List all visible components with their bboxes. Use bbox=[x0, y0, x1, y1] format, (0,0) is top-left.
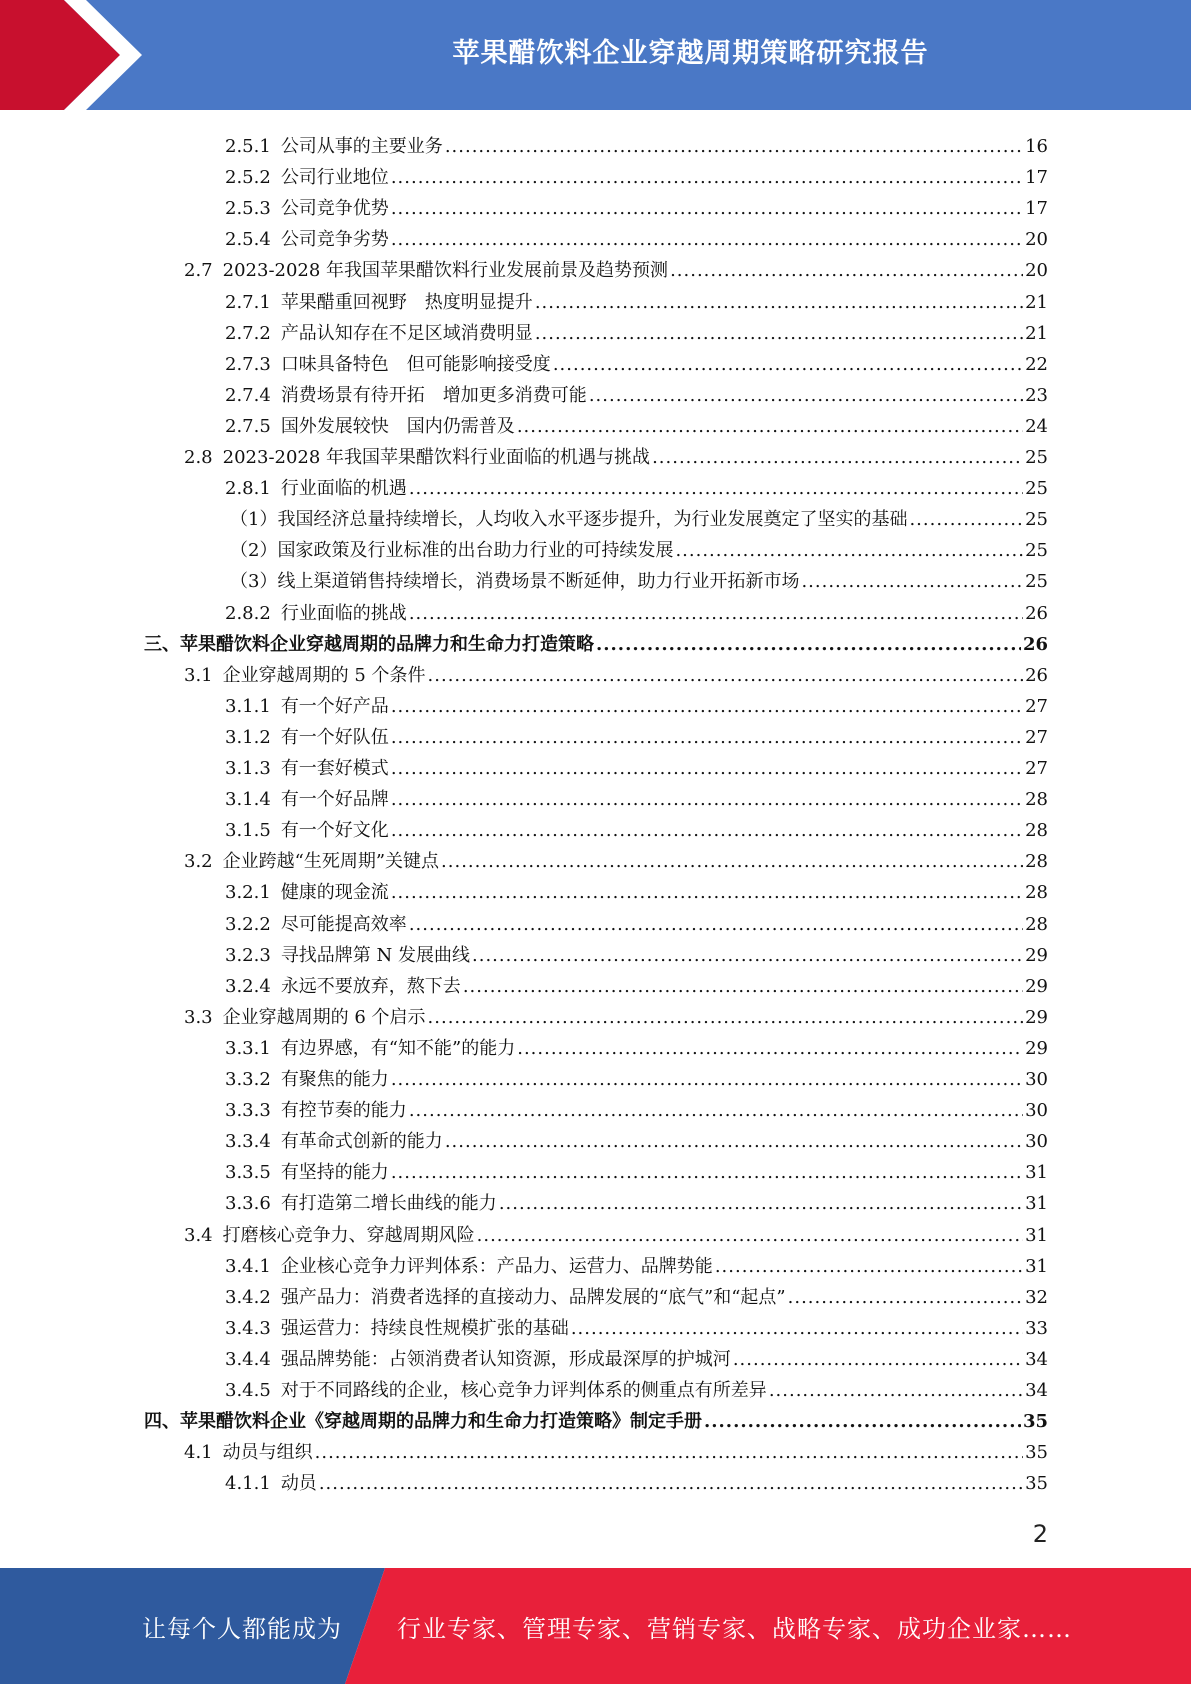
toc-entry[interactable] bbox=[225, 1185, 1048, 1216]
toc-entry[interactable] bbox=[225, 1061, 1048, 1092]
toc-entry-title: 三、苹果醋饮料企业穿越周期的品牌力和生命力打造策略 bbox=[144, 633, 594, 655]
toc-entry-number: 3.3.2 bbox=[225, 1069, 271, 1090]
toc-entry-title: 公司竞争劣势 bbox=[280, 229, 389, 251]
toc-entry-number: 3.1.2 bbox=[225, 726, 271, 748]
toc-entry-title: 打磨核心竞争力、穿越周期风险 bbox=[222, 1224, 475, 1246]
toc-entry-title: 永远不要放弃，熬下去 bbox=[280, 975, 461, 997]
toc-entry-number: 2.5.4 bbox=[225, 229, 271, 251]
toc-entry-number: 2.7.2 bbox=[225, 322, 271, 344]
toc-entry-title: 有聚焦的能力 bbox=[280, 1069, 389, 1090]
toc-entry-number: 3.3.1 bbox=[225, 1037, 271, 1059]
toc-entry-number: 3.1.5 bbox=[225, 820, 271, 842]
toc-leader-dots bbox=[517, 415, 1023, 439]
toc-entry-title: 强品牌势能：占领消费者认知资源，形成最深厚的护城河 bbox=[280, 1348, 731, 1370]
toc-entry-title: 动员与组织 bbox=[222, 1442, 313, 1464]
toc-entry-number: 3.1.1 bbox=[225, 695, 271, 717]
toc-entry-number: 3.1 bbox=[184, 664, 213, 686]
toc-leader-dots bbox=[477, 1224, 1023, 1248]
toc-leader-dots bbox=[715, 1255, 1023, 1279]
toc-entry-page: 28 bbox=[1025, 851, 1048, 873]
toc-entry[interactable] bbox=[230, 532, 1048, 563]
toc-entry-title: 有边界感，有“知不能”的能力 bbox=[280, 1037, 516, 1059]
toc-entry-number: 3.1.3 bbox=[225, 758, 271, 779]
toc-entry-page: 31 bbox=[1025, 1193, 1048, 1215]
toc-entry-page: 28 bbox=[1025, 789, 1048, 811]
toc-leader-dots bbox=[596, 633, 1021, 657]
toc-entry[interactable] bbox=[225, 1372, 1048, 1403]
toc-entry-page: 29 bbox=[1025, 1006, 1048, 1028]
toc-entry-number: 3.4.5 bbox=[225, 1380, 271, 1401]
toc-entry[interactable] bbox=[184, 1434, 1048, 1465]
toc-entry-title: （3）线上渠道销售持续增长，消费场景不断延伸，助力行业开拓新市场 bbox=[230, 571, 800, 593]
toc-entry-number: 2.8.2 bbox=[225, 602, 271, 624]
toc-entry-page: 25 bbox=[1025, 571, 1048, 593]
toc-entry-number: 3.4.3 bbox=[225, 1317, 271, 1339]
toc-entry-title: 对于不同路线的企业，核心竞争力评判体系的侧重点有所差异 bbox=[280, 1380, 767, 1401]
toc-entry-number: 3.3.3 bbox=[225, 1100, 271, 1122]
toc-entry[interactable] bbox=[225, 315, 1048, 346]
toc-entry-page: 35 bbox=[1025, 1473, 1048, 1495]
toc-leader-dots bbox=[391, 726, 1023, 750]
toc-leader-dots bbox=[391, 1161, 1023, 1185]
toc-entry[interactable] bbox=[225, 937, 1048, 968]
toc-leader-dots bbox=[801, 570, 1023, 594]
toc-entry-title: 2023-2028 年我国苹果醋饮料行业面临的机遇与挑战 bbox=[222, 447, 651, 468]
toc-leader-dots bbox=[428, 1006, 1024, 1030]
toc-entry[interactable] bbox=[225, 688, 1048, 719]
toc-entry-page: 30 bbox=[1025, 1131, 1048, 1153]
toc-entry[interactable] bbox=[225, 719, 1048, 750]
toc-entry[interactable] bbox=[184, 843, 1048, 874]
toc-entry-page: 29 bbox=[1025, 975, 1048, 997]
toc-entry-title: （2）国家政策及行业标准的出台助力行业的可持续发展 bbox=[230, 540, 674, 562]
toc-entry[interactable] bbox=[225, 1123, 1048, 1154]
toc-entry[interactable] bbox=[225, 159, 1048, 190]
toc-entry[interactable] bbox=[225, 812, 1048, 843]
toc-entry-page: 32 bbox=[1025, 1286, 1048, 1308]
toc-entry-page: 29 bbox=[1025, 1037, 1048, 1059]
toc-entry[interactable] bbox=[230, 563, 1048, 594]
toc-leader-dots bbox=[441, 850, 1023, 874]
toc-entry[interactable] bbox=[225, 377, 1048, 408]
toc-leader-dots bbox=[319, 1472, 1023, 1496]
toc-entry-page: 27 bbox=[1025, 758, 1048, 779]
toc-entry-number: 3.2.3 bbox=[225, 944, 271, 966]
toc-leader-dots bbox=[652, 446, 1023, 470]
toc-entry-title: 有一个好文化 bbox=[280, 820, 389, 842]
toc-entry[interactable] bbox=[225, 190, 1048, 221]
toc-entry-number: 3.4.2 bbox=[225, 1286, 271, 1308]
toc-entry-page: 22 bbox=[1025, 353, 1048, 375]
toc-entry-number: 2.7.3 bbox=[225, 353, 271, 375]
toc-entry-number: 2.7.5 bbox=[225, 415, 271, 437]
toc-leader-dots bbox=[675, 539, 1023, 563]
toc-entry-title: 国外发展较快 国内仍需普及 bbox=[280, 415, 515, 437]
toc-leader-dots bbox=[535, 291, 1023, 315]
toc-entry-title: 有控节奏的能力 bbox=[280, 1100, 407, 1122]
toc-entry-number: 3.3.4 bbox=[225, 1131, 271, 1153]
toc-leader-dots bbox=[670, 259, 1023, 283]
toc-entry-page: 28 bbox=[1025, 820, 1048, 842]
toc-entry-page: 31 bbox=[1025, 1162, 1048, 1184]
toc-entry-number: 3.2.4 bbox=[225, 975, 271, 997]
toc-entry-page: 34 bbox=[1025, 1348, 1048, 1370]
toc-entry-page: 21 bbox=[1025, 322, 1048, 344]
toc-entry[interactable] bbox=[225, 1465, 1048, 1496]
toc-entry-number: 3.4.4 bbox=[225, 1348, 271, 1370]
toc-entry-title: 强运营力：持续良性规模扩张的基础 bbox=[280, 1317, 569, 1339]
page-number: 2 bbox=[1032, 1520, 1048, 1548]
toc-leader-dots bbox=[571, 1317, 1023, 1341]
toc-entry[interactable] bbox=[225, 1279, 1048, 1310]
toc-entry[interactable] bbox=[225, 906, 1048, 937]
toc-entry[interactable] bbox=[225, 221, 1048, 252]
toc-entry-page: 25 bbox=[1025, 478, 1048, 500]
toc-entry-title: 消费场景有待开拓 增加更多消费可能 bbox=[280, 384, 587, 406]
toc-entry-page: 28 bbox=[1025, 913, 1048, 935]
toc-entry-title: 企业穿越周期的 5 个条件 bbox=[222, 664, 426, 686]
page-header bbox=[0, 0, 1191, 110]
toc-entry-title: 有革命式创新的能力 bbox=[280, 1131, 443, 1153]
toc-entry-page: 26 bbox=[1022, 633, 1048, 655]
toc-entry-page: 23 bbox=[1025, 384, 1048, 406]
toc-entry[interactable] bbox=[225, 595, 1048, 626]
toc-leader-dots bbox=[409, 602, 1023, 626]
toc-entry-title: 有打造第二增长曲线的能力 bbox=[280, 1193, 497, 1215]
toc-entry-title: 健康的现金流 bbox=[280, 882, 389, 904]
toc-entry[interactable] bbox=[225, 284, 1048, 315]
toc-entry-title: 公司行业地位 bbox=[280, 167, 389, 189]
page-footer bbox=[0, 1568, 1191, 1684]
toc-leader-dots bbox=[391, 1068, 1023, 1092]
toc-entry-title: （1）我国经济总量持续增长，人均收入水平逐步提升，为行业发展奠定了坚实的基础 bbox=[230, 509, 908, 531]
toc-entry[interactable] bbox=[184, 657, 1048, 688]
toc-entry-title: 企业跨越“生死周期”关键点 bbox=[222, 851, 440, 873]
toc-leader-dots bbox=[535, 322, 1023, 346]
toc-entry-title: 有一套好模式 bbox=[280, 758, 389, 779]
toc-entry[interactable] bbox=[225, 408, 1048, 439]
toc-leader-dots bbox=[553, 353, 1023, 377]
toc-entry-number: 2.5.1 bbox=[225, 136, 271, 157]
toc-entry-page: 30 bbox=[1025, 1100, 1048, 1122]
toc-entry-page: 31 bbox=[1025, 1224, 1048, 1246]
toc-leader-dots bbox=[769, 1379, 1023, 1403]
toc-entry-page: 25 bbox=[1025, 509, 1048, 531]
toc-entry-page: 35 bbox=[1022, 1411, 1048, 1433]
toc-entry[interactable] bbox=[225, 470, 1048, 501]
toc-entry[interactable] bbox=[144, 626, 1048, 657]
toc-leader-dots bbox=[472, 944, 1023, 968]
toc-leader-dots bbox=[315, 1441, 1023, 1465]
toc-entry[interactable] bbox=[184, 439, 1048, 470]
toc-entry-number: 3.2.1 bbox=[225, 882, 271, 904]
toc-entry-page: 20 bbox=[1025, 229, 1048, 251]
toc-entry-title: 苹果醋重回视野 热度明显提升 bbox=[280, 291, 533, 313]
toc-entry-number: 4.1 bbox=[184, 1442, 213, 1464]
toc-leader-dots bbox=[409, 1099, 1023, 1123]
toc-entry[interactable] bbox=[184, 999, 1048, 1030]
toc-entry-title: 寻找品牌第 N 发展曲线 bbox=[280, 944, 471, 966]
toc-entry[interactable] bbox=[225, 1248, 1048, 1279]
toc-leader-dots bbox=[391, 819, 1023, 843]
toc-entry-page: 25 bbox=[1025, 447, 1048, 468]
toc-entry-page: 27 bbox=[1025, 695, 1048, 717]
toc-entry-number: 3.3.5 bbox=[225, 1162, 271, 1184]
toc-entry-title: 有坚持的能力 bbox=[280, 1162, 389, 1184]
toc-entry-title: 口味具备特色 但可能影响接受度 bbox=[280, 353, 551, 375]
toc-entry-page: 26 bbox=[1025, 664, 1048, 686]
toc-entry-page: 28 bbox=[1025, 882, 1048, 904]
toc-leader-dots bbox=[391, 788, 1023, 812]
toc-leader-dots bbox=[391, 197, 1023, 221]
toc-entry-page: 26 bbox=[1025, 602, 1048, 624]
toc-entry[interactable] bbox=[184, 252, 1048, 283]
toc-entry-number: 3.4.1 bbox=[225, 1255, 271, 1277]
toc-entry-page: 20 bbox=[1025, 260, 1048, 282]
toc-entry-title: 强产品力：消费者选择的直接动力、品牌发展的“底气”和“起点” bbox=[280, 1286, 786, 1308]
toc-entry[interactable] bbox=[230, 501, 1048, 532]
toc-entry[interactable] bbox=[225, 1154, 1048, 1185]
toc-entry-page: 17 bbox=[1025, 198, 1048, 220]
toc-entry[interactable] bbox=[225, 874, 1048, 905]
toc-entry-number: 3.1.4 bbox=[225, 789, 271, 811]
toc-entry-page: 27 bbox=[1025, 726, 1048, 748]
toc-leader-dots bbox=[788, 1286, 1023, 1310]
toc-entry[interactable] bbox=[184, 1217, 1048, 1248]
toc-entry-page: 33 bbox=[1025, 1317, 1048, 1339]
toc-entry-number: 2.7.4 bbox=[225, 384, 271, 406]
toc-entry-title: 有一个好产品 bbox=[280, 695, 389, 717]
toc-leader-dots bbox=[733, 1348, 1023, 1372]
header-title: 苹果醋饮料企业穿越周期策略研究报告 bbox=[452, 37, 929, 69]
toc-leader-dots bbox=[445, 135, 1023, 159]
footer-slogan-right: 行业专家、管理专家、营销专家、战略专家、成功企业家…… bbox=[397, 1614, 1072, 1643]
toc-entry-page: 24 bbox=[1025, 415, 1048, 437]
toc-entry[interactable] bbox=[225, 781, 1048, 812]
toc-entry-title: 产品认知存在不足区域消费明显 bbox=[280, 322, 533, 344]
toc-entry-title: 2023-2028 年我国苹果醋饮料行业发展前景及趋势预测 bbox=[222, 260, 669, 282]
toc-entry-number: 2.7.1 bbox=[225, 291, 271, 313]
toc-entry-page: 31 bbox=[1025, 1255, 1048, 1277]
toc-leader-dots bbox=[391, 228, 1023, 252]
toc-leader-dots bbox=[517, 1037, 1023, 1061]
toc-leader-dots bbox=[499, 1192, 1023, 1216]
toc-entry[interactable] bbox=[225, 1310, 1048, 1341]
toc-entry-title: 公司从事的主要业务 bbox=[280, 136, 443, 157]
toc-leader-dots bbox=[391, 757, 1023, 781]
toc-entry[interactable] bbox=[225, 128, 1048, 159]
toc-leader-dots bbox=[428, 664, 1024, 688]
toc-entry-page: 21 bbox=[1025, 291, 1048, 313]
toc-leader-dots bbox=[391, 695, 1023, 719]
toc-leader-dots bbox=[409, 913, 1023, 937]
toc-entry[interactable] bbox=[225, 1341, 1048, 1372]
toc-entry-number: 2.8 bbox=[184, 447, 213, 468]
toc-entry[interactable] bbox=[225, 346, 1048, 377]
toc-leader-dots bbox=[391, 166, 1023, 190]
toc-entry-number: 2.5.2 bbox=[225, 167, 271, 189]
toc-leader-dots bbox=[409, 477, 1023, 501]
toc-entry[interactable] bbox=[225, 1092, 1048, 1123]
toc-leader-dots bbox=[704, 1410, 1021, 1434]
toc-entry-title: 公司竞争优势 bbox=[280, 198, 389, 220]
toc-entry[interactable] bbox=[225, 1030, 1048, 1061]
toc-entry-title: 企业核心竞争力评判体系：产品力、运营力、品牌势能 bbox=[280, 1255, 713, 1277]
toc-entry-title: 动员 bbox=[280, 1473, 317, 1495]
toc-entry-title: 行业面临的挑战 bbox=[280, 602, 407, 624]
toc-entry-title: 有一个好品牌 bbox=[280, 789, 389, 811]
toc-entry-number: 2.5.3 bbox=[225, 198, 271, 220]
toc-leader-dots bbox=[391, 881, 1023, 905]
toc-entry[interactable] bbox=[225, 750, 1048, 781]
toc-entry[interactable] bbox=[144, 1403, 1048, 1434]
toc-entry-page: 29 bbox=[1025, 944, 1048, 966]
footer-slogan-left: 让每个人都能成为 bbox=[142, 1614, 342, 1643]
toc-entry-number: 2.8.1 bbox=[225, 478, 271, 500]
toc-entry-number: 3.2 bbox=[184, 851, 213, 873]
toc-entry-number: 3.3.6 bbox=[225, 1193, 271, 1215]
toc-entry-title: 有一个好队伍 bbox=[280, 726, 389, 748]
toc-entry-title: 尽可能提高效率 bbox=[280, 913, 407, 935]
toc-entry-page: 25 bbox=[1025, 540, 1048, 562]
toc-entry-number: 2.7 bbox=[184, 260, 213, 282]
toc-entry-page: 30 bbox=[1025, 1069, 1048, 1090]
toc-entry-page: 35 bbox=[1025, 1442, 1048, 1464]
toc-entry-number: 3.3 bbox=[184, 1006, 213, 1028]
toc-leader-dots bbox=[909, 508, 1023, 532]
toc-leader-dots bbox=[463, 975, 1023, 999]
toc-entry-title: 企业穿越周期的 6 个启示 bbox=[222, 1006, 426, 1028]
toc-entry-number: 3.2.2 bbox=[225, 913, 271, 935]
toc-entry-page: 34 bbox=[1025, 1380, 1048, 1401]
toc-entry-page: 16 bbox=[1025, 136, 1048, 157]
toc-entry[interactable] bbox=[225, 968, 1048, 999]
toc-entry-number: 3.4 bbox=[184, 1224, 213, 1246]
toc-leader-dots bbox=[589, 384, 1023, 408]
toc-leader-dots bbox=[445, 1130, 1023, 1154]
toc-entry-page: 17 bbox=[1025, 167, 1048, 189]
toc-entry-title: 四、苹果醋饮料企业《穿越周期的品牌力和生命力打造策略》制定手册 bbox=[144, 1411, 702, 1433]
toc-entry-number: 4.1.1 bbox=[225, 1473, 271, 1495]
toc-entry-title: 行业面临的机遇 bbox=[280, 478, 407, 500]
